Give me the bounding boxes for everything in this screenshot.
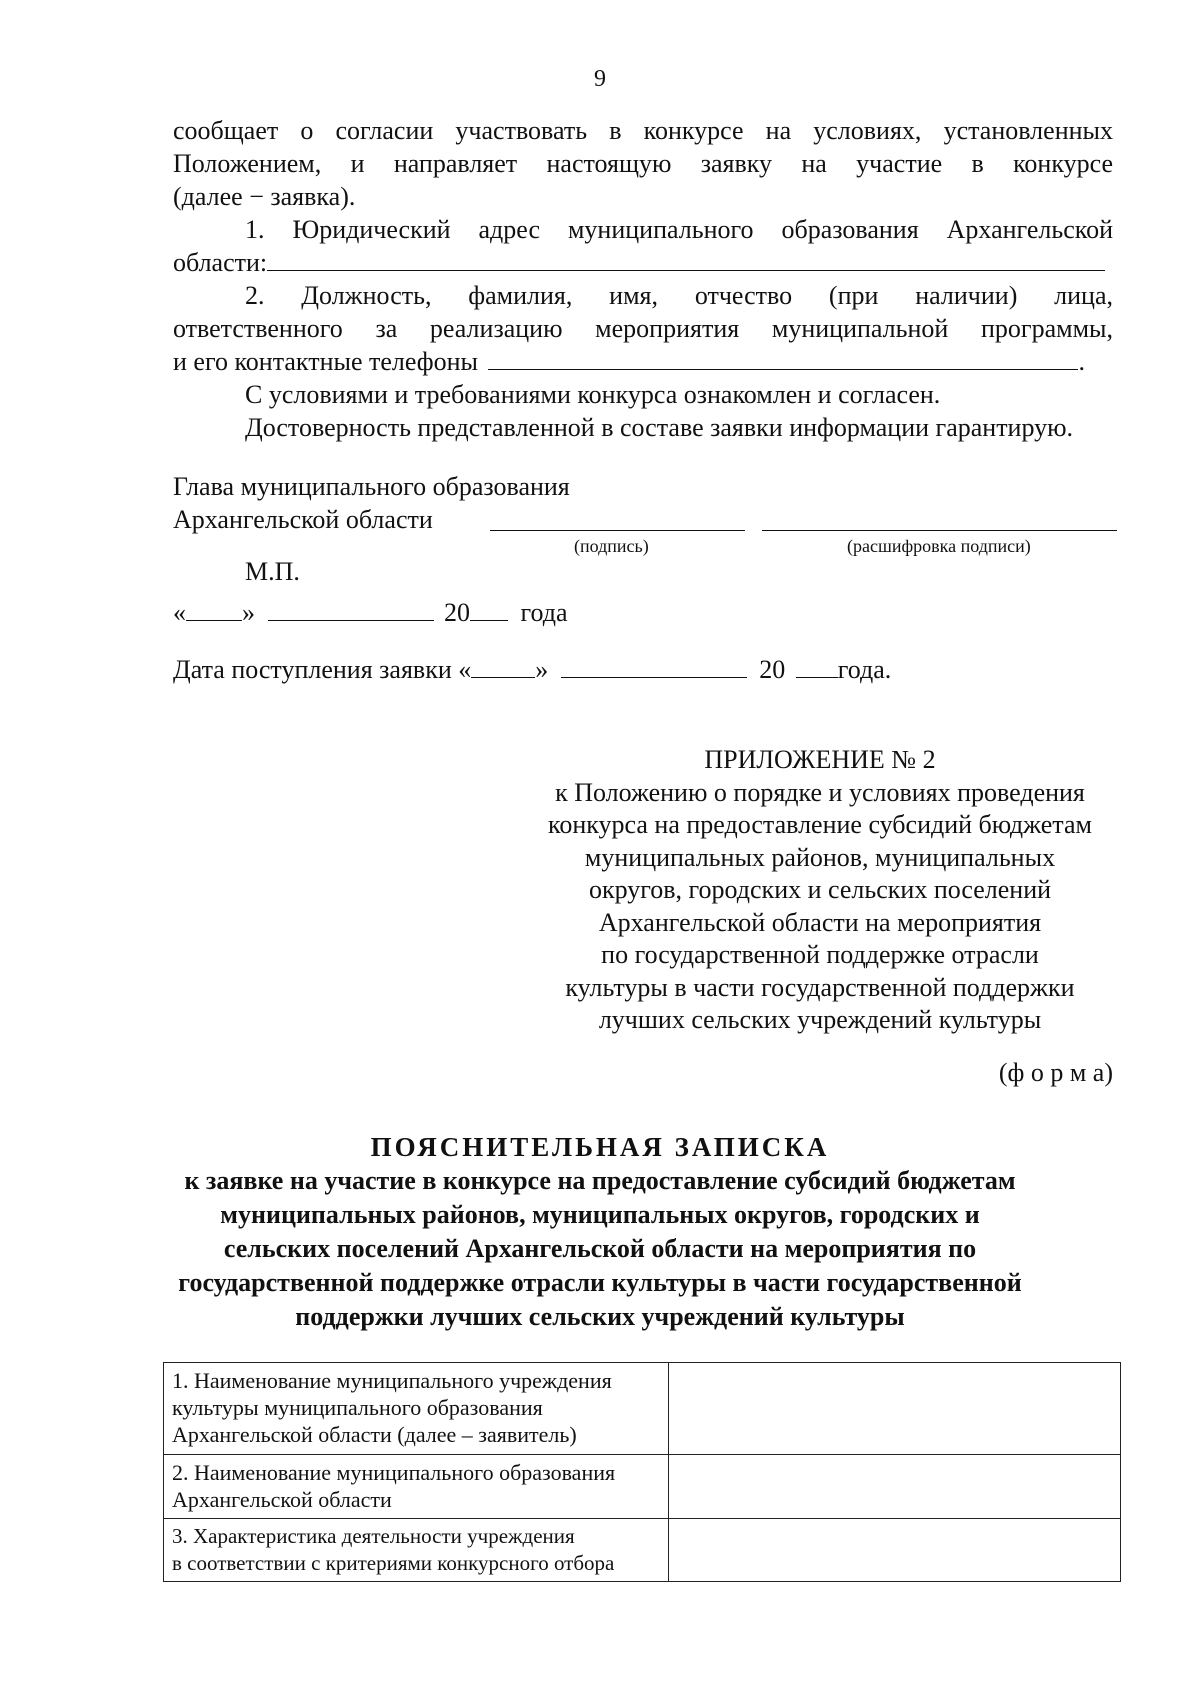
table-value-cell[interactable] <box>669 1519 1121 1582</box>
item1-line-2 <box>173 248 1105 278</box>
date-close-quote: » <box>242 598 255 627</box>
cell-line: в соответствии с критериями конкурсного отбора <box>172 1551 615 1575</box>
table-label-cell <box>164 1363 669 1455</box>
cell-line: 3. Характеристика деятельности учреждения <box>172 1524 575 1548</box>
cell-line: 1. Наименование муниципального учреждения <box>172 1368 612 1393</box>
appendix-line: лучших сельских учреждений культуры <box>598 1005 1042 1034</box>
cell-line: Архангельской области (далее – заявитель) <box>172 1422 577 1447</box>
table-row <box>164 1363 1121 1455</box>
appendix-line: муниципальных районов, муниципальных <box>584 842 1056 872</box>
responsible-person-field[interactable] <box>488 347 1078 370</box>
appendix-line: Архангельской области на мероприятия <box>598 907 1042 937</box>
date-month-field[interactable] <box>268 598 434 621</box>
appendix-line: округов, городских и сельских поселений <box>588 875 1052 904</box>
receipt-close-quote: » <box>535 655 549 684</box>
page-number: 9 <box>594 66 606 92</box>
date-open-quote: « <box>173 598 186 627</box>
signature-decode-field[interactable] <box>762 508 1117 531</box>
table-value-cell[interactable] <box>669 1363 1121 1455</box>
note-line: сельских поселений Архангельской области на мероприятия по <box>223 1234 977 1263</box>
appendix-line: культуры в части государственной поддержки <box>565 972 1075 1002</box>
table-label-cell <box>164 1455 669 1519</box>
item2-line-1: 2. Должность, фамилия, имя, отчество (при наличии) лица, <box>245 281 1113 310</box>
legal-address-field[interactable] <box>267 248 1105 271</box>
appendix-title: ПРИЛОЖЕНИЕ № 2 <box>704 745 936 774</box>
item2-line-3 <box>173 347 1085 377</box>
item2-period: . <box>1078 347 1085 376</box>
receipt-day-field[interactable] <box>471 655 535 678</box>
cell-line: культуры муниципального образования <box>172 1395 543 1420</box>
appendix-line: по государственной поддержке отрасли <box>601 940 1039 969</box>
item1-line-1: 1. Юридический адрес муниципального образования Архангельской <box>245 215 1113 244</box>
intro-line-2: Положением, и направляет настоящую заявку на участие в конкурсе <box>173 149 1113 178</box>
cell-line: Архангельской области <box>172 1487 392 1512</box>
receipt-month-field[interactable] <box>561 655 747 678</box>
table-value-cell[interactable] <box>669 1455 1121 1519</box>
application-table <box>163 1362 1121 1582</box>
head-title-line-1: Глава муниципального образования <box>173 472 570 501</box>
item1-label: области: <box>173 248 268 277</box>
item2-line-2: ответственного за реализацию мероприятия муниципальной программы, <box>173 314 1113 343</box>
signature-decode-caption: (расшифровка подписи) <box>847 536 1031 556</box>
note-line: муниципальных районов, муниципальных округов, городских и <box>220 1200 980 1229</box>
note-line: государственной поддержке отрасли культуры в части государственной <box>178 1268 1022 1297</box>
note-block <box>0 1130 1200 1334</box>
note-line: к заявке на участие в конкурсе на предоставление субсидий бюджетам <box>184 1166 1016 1195</box>
appendix-block <box>510 744 1130 1037</box>
table-row <box>164 1455 1121 1519</box>
form-label: (ф о р м а) <box>998 1058 1113 1087</box>
date-day-field[interactable] <box>186 598 242 621</box>
receipt-label: Дата поступления заявки « <box>173 655 472 684</box>
receipt-year-prefix: 20 <box>759 655 786 684</box>
guarantee-line: Достоверность представленной в составе заявки информации гарантирую. <box>245 413 1074 442</box>
intro-line-1: сообщает о согласии участвовать в конкурсе на условиях, установленных <box>173 116 1113 145</box>
date-year-prefix: 20 <box>444 598 470 627</box>
signature-caption: (подпись) <box>574 536 649 556</box>
table-row <box>164 1519 1121 1582</box>
head-title-line-2: Архангельской области <box>173 505 433 534</box>
date-year-field[interactable] <box>470 598 508 621</box>
signature-field[interactable] <box>490 508 745 531</box>
appendix-line: конкурса на предоставление субсидий бюджетам <box>548 810 1092 839</box>
agree-line: С условиями и требованиями конкурса ознакомлен и согласен. <box>245 380 941 409</box>
receipt-year-field[interactable] <box>796 655 838 678</box>
note-line: поддержки лучших сельских учреждений культуры <box>295 1302 905 1331</box>
stamp-label: М.П. <box>245 557 300 586</box>
note-title: ПОЯСНИТЕЛЬНАЯ ЗАПИСКА <box>370 1132 830 1162</box>
item2-label: и его контактные телефоны <box>173 347 478 376</box>
intro-line-3: (далее − заявка). <box>173 182 356 211</box>
receipt-line <box>173 655 891 685</box>
date-year-suffix: года <box>520 598 568 627</box>
receipt-year-suffix: года. <box>837 655 892 684</box>
date-line <box>173 598 568 628</box>
appendix-line: к Положению о порядке и условиях проведения <box>555 777 1085 807</box>
cell-line: 2. Наименование муниципального образования <box>172 1460 616 1485</box>
table-label-cell <box>164 1519 669 1582</box>
